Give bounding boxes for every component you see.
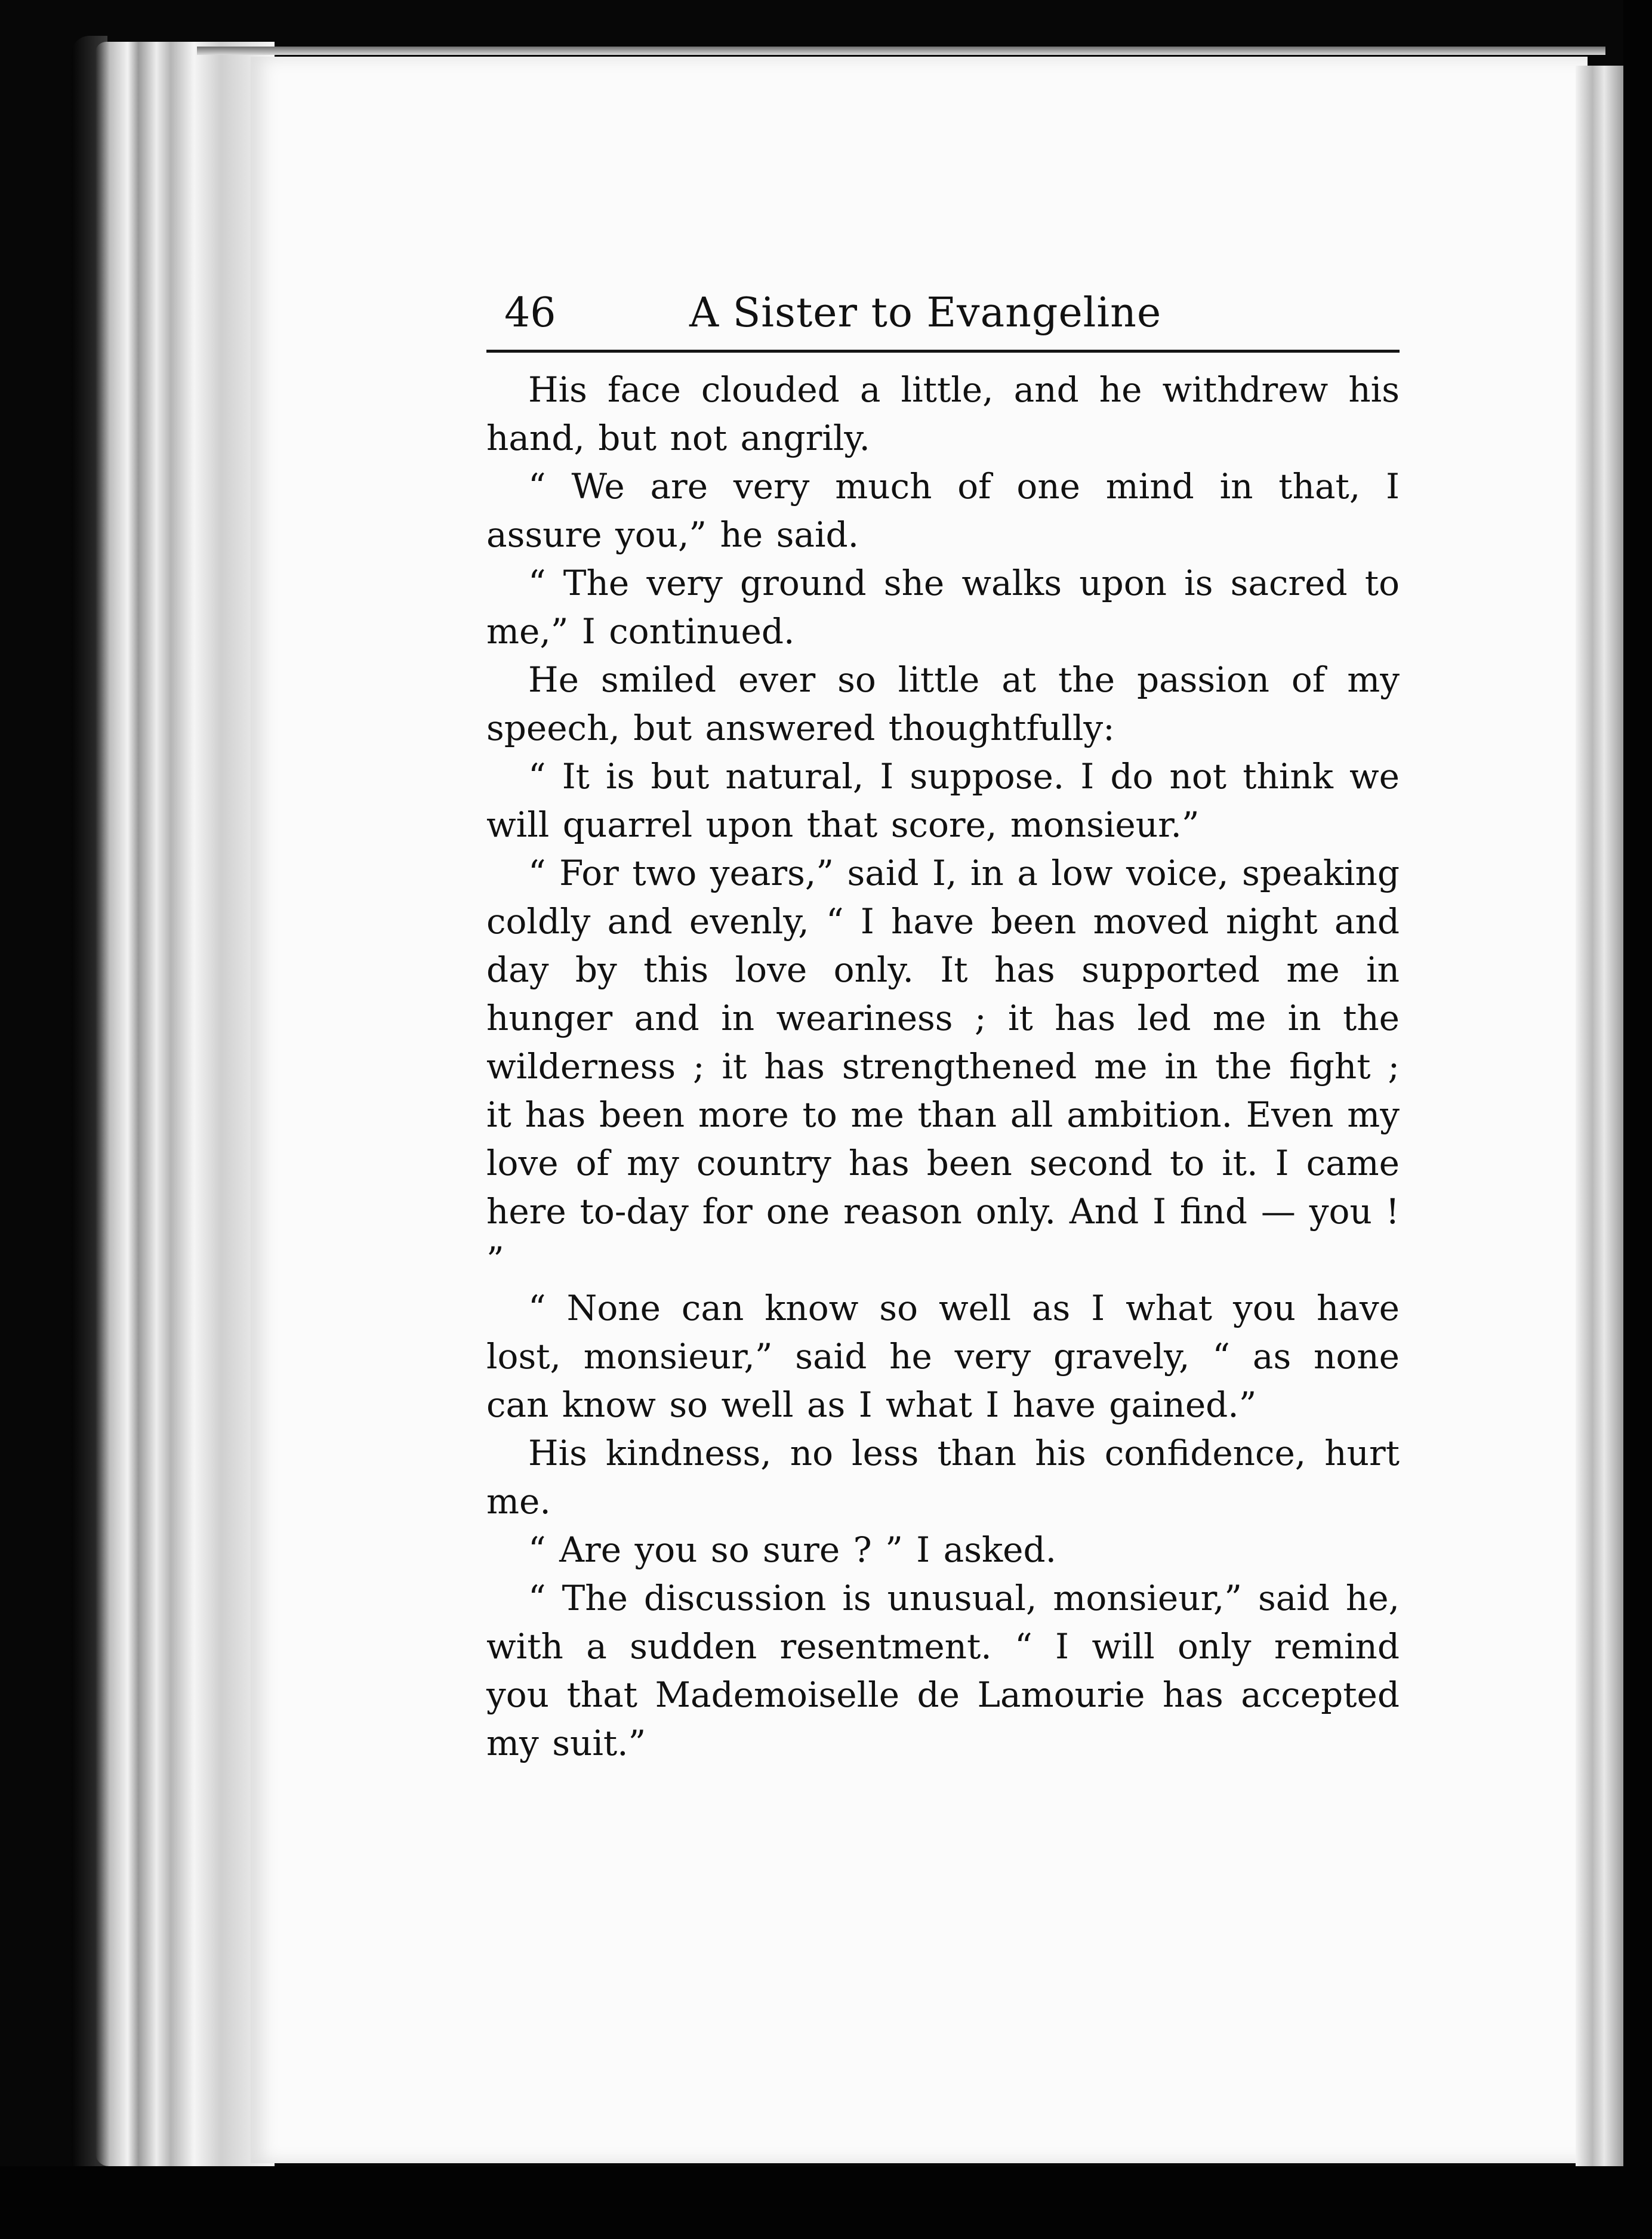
header-rule <box>486 350 1400 353</box>
paragraph: “ The very ground she walks upon is sacred to me,” I continued. <box>486 563 1400 652</box>
paragraph: He smiled ever so little at the passion of my speech, but answered thoughtfully: <box>486 659 1400 748</box>
paragraph: “ Are you so sure ? ” I asked. <box>528 1529 1057 1570</box>
scan-margin-bottom <box>0 2166 1652 2239</box>
scan-margin-right <box>1623 0 1652 2239</box>
page-content <box>486 280 1400 1768</box>
paragraph: His kindness, no less than his confidence, hurt me. <box>486 1433 1400 1522</box>
paragraph: “ The discussion is unusual, monsieur,” said he, with a sudden resentment. “ I will only remind you that Mademoiselle de Lamourie has accepted my suit.” <box>486 1578 1400 1763</box>
paragraph: His face clouded a little, and he withdrew his hand, but not angrily. <box>486 369 1400 458</box>
body-text <box>486 366 1400 1768</box>
book-top-edge <box>197 47 1605 55</box>
page-number: 46 <box>504 289 556 337</box>
running-title: A Sister to Evangeline <box>689 289 1162 337</box>
paragraph: “ None can know so well as I what you have lost, monsieur,” said he very gravely, “ as none can know so well as I what I have gained.” <box>486 1288 1400 1425</box>
paragraph: “ For two years,” said I, in a low voice, speaking coldly and evenly, “ I have been moved night and day by this love only. It has supported me in hunger and in weariness ; it has led me in the wilderness ; it has strengthened me in the fight ; it has been more to me than all ambition. Even my love of my country has been second to it. I came here to-day for one reason only. And I find — you ! ” <box>486 853 1400 1280</box>
paragraph: “ It is but natural, I suppose. I do not think we will quarrel upon that score, monsieur.” <box>486 756 1400 845</box>
facing-page-edge <box>1576 66 1623 2166</box>
page-stack-edge <box>95 42 275 2166</box>
paragraph: “ We are very much of one mind in that, I assure you,” he said. <box>486 466 1400 555</box>
page-header <box>486 280 1400 346</box>
